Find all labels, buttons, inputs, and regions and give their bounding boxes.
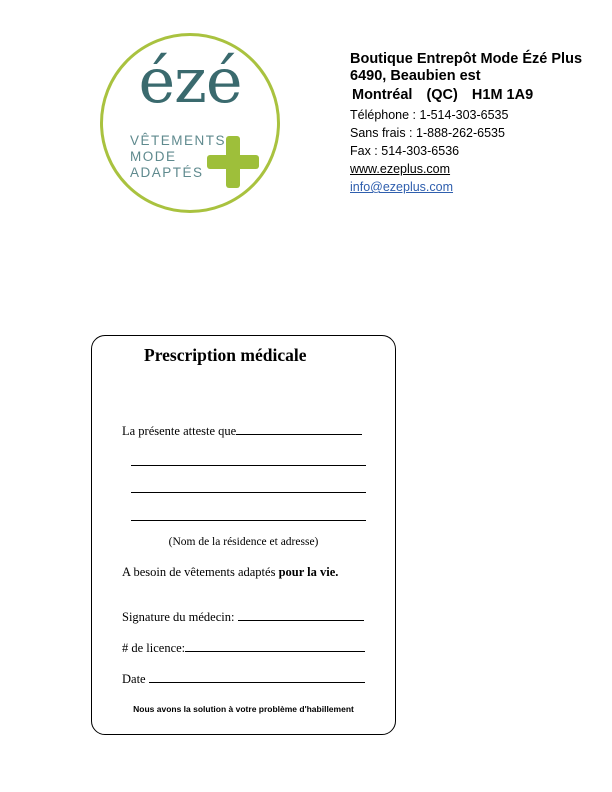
date-field[interactable] (149, 671, 365, 683)
logo-tagline-line-2: MODE (130, 149, 177, 164)
license-row (122, 640, 365, 656)
residence-caption: (Nom de la résidence et adresse) (168, 536, 319, 548)
company-city: Montréal (352, 87, 413, 103)
license-label: # de licence: (122, 641, 186, 655)
company-toll-free: Sans frais : 1-888-262-6535 (350, 126, 505, 140)
company-header (350, 51, 600, 196)
attest-label: La présente atteste que (122, 424, 237, 438)
date-row (122, 671, 365, 687)
need-text: A besoin de vêtements adaptés (122, 565, 276, 579)
company-phone: Téléphone : 1-514-303-6535 (350, 108, 509, 122)
prescription-form (91, 335, 396, 735)
form-slogan: Nous avons la solution à votre problème d'habillement (133, 704, 354, 714)
signature-row (122, 609, 364, 625)
license-field[interactable] (185, 640, 365, 652)
date-label: Date (122, 672, 146, 686)
logo-tagline-line-3: ADAPTÉS (130, 165, 204, 180)
company-fax: Fax : 514-303-6536 (350, 144, 460, 158)
company-postal-code: H1M 1A9 (471, 87, 534, 103)
residence-line-2[interactable] (131, 492, 366, 493)
form-title: Prescription médicale (144, 345, 307, 365)
attest-field[interactable] (236, 423, 362, 435)
need-emphasis: pour la vie. (278, 565, 339, 579)
logo-wordmark: ézé (138, 44, 242, 117)
company-street: 6490, Beaubien est (350, 68, 481, 84)
residence-line-1[interactable] (131, 465, 366, 466)
logo-tagline-line-1: VÊTEMENTS (130, 133, 227, 148)
email-link[interactable]: info@ezeplus.com (350, 180, 454, 194)
company-name: Boutique Entrepôt Mode Ézé Plus (350, 51, 583, 67)
company-province: (QC) (426, 87, 458, 103)
company-city-line (352, 85, 600, 106)
attest-row (122, 423, 362, 439)
eze-plus-logo (100, 33, 280, 213)
residence-line-3[interactable] (131, 520, 366, 521)
website-link[interactable]: www.ezeplus.com (350, 162, 451, 176)
need-row (122, 565, 338, 580)
signature-field[interactable] (238, 609, 364, 621)
plus-icon (207, 136, 259, 188)
signature-label: Signature du médecin: (122, 610, 235, 624)
